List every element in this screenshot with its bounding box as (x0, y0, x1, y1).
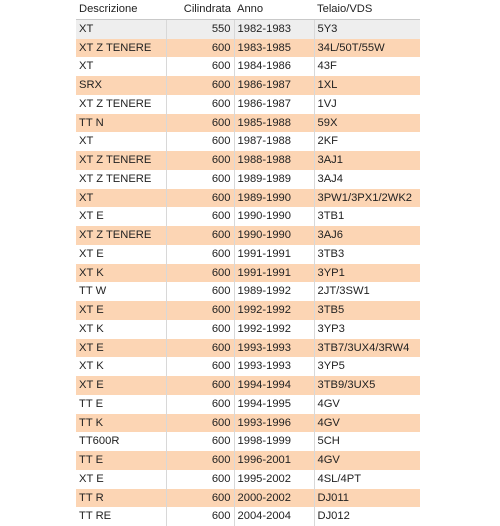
cell-anno: 1991-1991 (234, 245, 314, 264)
cell-cilindrata: 600 (166, 376, 234, 395)
header-row (76, 0, 420, 19)
cell-anno: 1985-1988 (234, 114, 314, 133)
cell-descrizione: TT E (76, 395, 166, 414)
cell-telaio: 4GV (314, 414, 420, 433)
cell-anno: 1989-1990 (234, 189, 314, 208)
cell-telaio: 3AJ1 (314, 151, 420, 170)
table-row (76, 57, 420, 76)
cell-descrizione: TT W (76, 282, 166, 301)
header-cilindrata: Cilindrata (166, 0, 234, 19)
compatibility-table-wrapper (76, 0, 420, 526)
cell-anno: 1992-1992 (234, 301, 314, 320)
cell-cilindrata: 600 (166, 470, 234, 489)
table-row (76, 95, 420, 114)
cell-anno: 1989-1989 (234, 170, 314, 189)
table-body (76, 19, 420, 526)
table-row (76, 170, 420, 189)
cell-descrizione: SRX (76, 76, 166, 95)
cell-cilindrata: 600 (166, 39, 234, 58)
cell-telaio: 2KF (314, 132, 420, 151)
compatibility-table (76, 0, 420, 526)
cell-anno: 2004-2004 (234, 507, 314, 526)
table-row (76, 489, 420, 508)
cell-telaio: 3YP3 (314, 320, 420, 339)
table-row (76, 320, 420, 339)
cell-anno: 1992-1992 (234, 320, 314, 339)
cell-anno: 1994-1994 (234, 376, 314, 395)
table-row (76, 19, 420, 38)
cell-cilindrata: 600 (166, 132, 234, 151)
cell-cilindrata: 600 (166, 114, 234, 133)
header-descrizione: Descrizione (76, 0, 166, 19)
cell-telaio: DJ011 (314, 489, 420, 508)
cell-cilindrata: 600 (166, 489, 234, 508)
cell-cilindrata: 600 (166, 357, 234, 376)
header-telaio: Telaio/VDS (314, 0, 420, 19)
cell-descrizione: XT Z TENERE (76, 95, 166, 114)
cell-descrizione: XT E (76, 376, 166, 395)
cell-anno: 1987-1988 (234, 132, 314, 151)
table-row (76, 151, 420, 170)
cell-anno: 1990-1990 (234, 207, 314, 226)
table-header (76, 0, 420, 19)
cell-telaio: DJ012 (314, 507, 420, 526)
cell-telaio: 3TB5 (314, 301, 420, 320)
table-row (76, 507, 420, 526)
table-row (76, 301, 420, 320)
table-row (76, 432, 420, 451)
cell-descrizione: XT K (76, 264, 166, 283)
cell-cilindrata: 600 (166, 226, 234, 245)
cell-telaio: 5CH (314, 432, 420, 451)
cell-descrizione: XT K (76, 357, 166, 376)
cell-cilindrata: 600 (166, 207, 234, 226)
cell-cilindrata: 550 (166, 19, 234, 38)
cell-telaio: 1VJ (314, 95, 420, 114)
table-row (76, 395, 420, 414)
cell-telaio: 34L/50T/55W (314, 39, 420, 58)
cell-descrizione: XT E (76, 245, 166, 264)
cell-telaio: 3PW1/3PX1/2WK2 (314, 189, 420, 208)
cell-telaio: 3YP5 (314, 357, 420, 376)
cell-descrizione: XT Z TENERE (76, 39, 166, 58)
table-row (76, 207, 420, 226)
cell-cilindrata: 600 (166, 507, 234, 526)
cell-cilindrata: 600 (166, 264, 234, 283)
table-row (76, 264, 420, 283)
cell-anno: 1993-1996 (234, 414, 314, 433)
cell-descrizione: TT RE (76, 507, 166, 526)
cell-cilindrata: 600 (166, 301, 234, 320)
table-row (76, 470, 420, 489)
table-row (76, 39, 420, 58)
cell-anno: 1984-1986 (234, 57, 314, 76)
cell-anno: 1993-1993 (234, 357, 314, 376)
cell-telaio: 3TB3 (314, 245, 420, 264)
table-row (76, 189, 420, 208)
cell-descrizione: XT (76, 189, 166, 208)
cell-cilindrata: 600 (166, 245, 234, 264)
cell-descrizione: XT E (76, 207, 166, 226)
cell-telaio: 3TB1 (314, 207, 420, 226)
cell-descrizione: XT (76, 19, 166, 38)
cell-cilindrata: 600 (166, 151, 234, 170)
cell-telaio: 3TB7/3UX4/3RW4 (314, 339, 420, 358)
table-row (76, 376, 420, 395)
cell-cilindrata: 600 (166, 414, 234, 433)
cell-telaio: 43F (314, 57, 420, 76)
table-row (76, 114, 420, 133)
cell-telaio: 4GV (314, 395, 420, 414)
cell-telaio: 3YP1 (314, 264, 420, 283)
cell-descrizione: XT E (76, 339, 166, 358)
cell-descrizione: TT600R (76, 432, 166, 451)
cell-descrizione: XT (76, 57, 166, 76)
cell-telaio: 4SL/4PT (314, 470, 420, 489)
cell-cilindrata: 600 (166, 189, 234, 208)
table-row (76, 76, 420, 95)
cell-cilindrata: 600 (166, 339, 234, 358)
cell-telaio: 3AJ6 (314, 226, 420, 245)
cell-telaio: 59X (314, 114, 420, 133)
cell-anno: 1986-1987 (234, 76, 314, 95)
cell-telaio: 5Y3 (314, 19, 420, 38)
cell-anno: 1991-1991 (234, 264, 314, 283)
table-row (76, 451, 420, 470)
cell-descrizione: XT E (76, 301, 166, 320)
cell-telaio: 2JT/3SW1 (314, 282, 420, 301)
cell-anno: 1993-1993 (234, 339, 314, 358)
cell-descrizione: XT Z TENERE (76, 226, 166, 245)
cell-anno: 1994-1995 (234, 395, 314, 414)
cell-descrizione: XT E (76, 470, 166, 489)
cell-anno: 1989-1992 (234, 282, 314, 301)
cell-cilindrata: 600 (166, 57, 234, 76)
cell-telaio: 3TB9/3UX5 (314, 376, 420, 395)
cell-anno: 1995-2002 (234, 470, 314, 489)
cell-anno: 1996-2001 (234, 451, 314, 470)
table-row (76, 245, 420, 264)
header-anno: Anno (234, 0, 314, 19)
cell-anno: 1988-1988 (234, 151, 314, 170)
table-row (76, 282, 420, 301)
cell-cilindrata: 600 (166, 320, 234, 339)
cell-cilindrata: 600 (166, 95, 234, 114)
cell-anno: 1982-1983 (234, 19, 314, 38)
cell-descrizione: XT Z TENERE (76, 170, 166, 189)
cell-descrizione: TT R (76, 489, 166, 508)
cell-descrizione: XT K (76, 320, 166, 339)
table-row (76, 132, 420, 151)
cell-cilindrata: 600 (166, 451, 234, 470)
cell-cilindrata: 600 (166, 170, 234, 189)
table-row (76, 226, 420, 245)
cell-anno: 2000-2002 (234, 489, 314, 508)
table-row (76, 357, 420, 376)
cell-telaio: 3AJ4 (314, 170, 420, 189)
cell-descrizione: TT N (76, 114, 166, 133)
cell-anno: 1998-1999 (234, 432, 314, 451)
cell-telaio: 4GV (314, 451, 420, 470)
cell-telaio: 1XL (314, 76, 420, 95)
cell-descrizione: TT E (76, 451, 166, 470)
cell-anno: 1990-1990 (234, 226, 314, 245)
table-row (76, 339, 420, 358)
table-row (76, 414, 420, 433)
cell-cilindrata: 600 (166, 76, 234, 95)
cell-anno: 1983-1985 (234, 39, 314, 58)
cell-anno: 1986-1987 (234, 95, 314, 114)
cell-descrizione: TT K (76, 414, 166, 433)
cell-descrizione: XT Z TENERE (76, 151, 166, 170)
cell-cilindrata: 600 (166, 395, 234, 414)
cell-cilindrata: 600 (166, 282, 234, 301)
cell-cilindrata: 600 (166, 432, 234, 451)
cell-descrizione: XT (76, 132, 166, 151)
